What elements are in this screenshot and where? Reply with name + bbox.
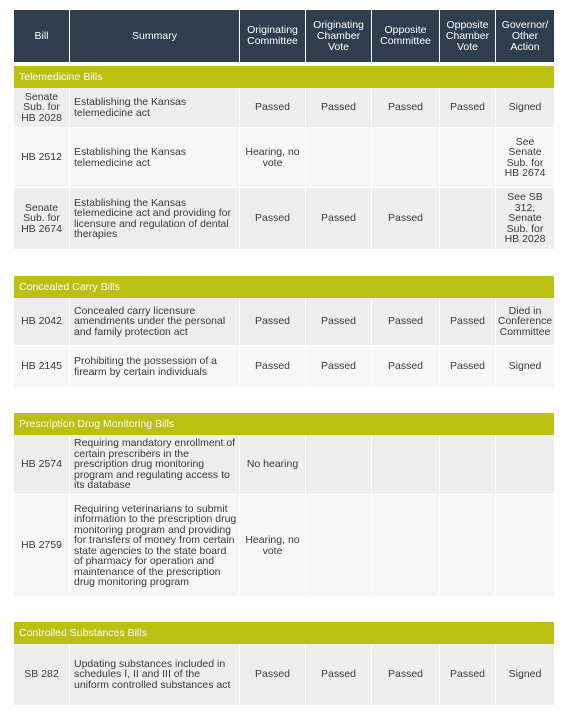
header-row [14,10,554,62]
table-row [14,188,554,250]
action-cell [496,495,554,596]
action-cell: Died in Conference Committee [497,304,553,338]
summary-cell: Prohibiting the possession of a firearm by certain individuals [70,346,240,387]
section-title: Telemedicine Bills [14,66,554,88]
orig-committee-cell: Hearing, no vote [240,128,306,187]
orig-committee-cell: Passed [240,88,306,127]
summary-cell: Establishing the Kansas telemedicine act [70,128,240,187]
opp-committee-cell [372,128,440,187]
orig-committee-cell: Passed [240,188,306,249]
opp-vote-cell: Passed [440,644,496,705]
summary-cell: Requiring veterinarians to submit information to the prescription drug monitoring program and providing for transfers of money from certain state agencies to the state board of pharmacy for operation and maintenance of the prescription drug monitoring program [70,495,240,596]
opp-committee-cell: Passed [372,644,440,705]
section-concealed-carry [14,276,554,388]
bill-cell: HB 2759 [14,495,70,596]
opp-committee-cell: Passed [372,298,440,345]
bill-cell: HB 2042 [14,298,70,345]
action-cell: Signed [508,360,542,373]
orig-vote-cell [306,435,372,494]
header-governor-other-action: Governor/ Other Action [501,18,549,53]
orig-vote-cell: Passed [306,88,372,127]
action-cell: See SB 312, Senate Sub. for HB 2028 [504,191,546,246]
bill-cell: HB 2512 [14,128,70,187]
opp-vote-cell: Passed [440,88,496,127]
opp-committee-cell [372,495,440,596]
section-title: Controlled Substances Bills [14,622,554,644]
header-originating-committee: Originating Committee [240,10,306,62]
opp-vote-cell [440,495,496,596]
header-opposite-committee: Opposite Committee [372,10,440,62]
section-controlled-substances [14,622,554,706]
orig-vote-cell: Passed [306,346,372,387]
table-row [14,495,554,597]
bill-cell: Senate Sub. for HB 2028 [14,88,70,127]
bill-cell: SB 282 [14,644,70,705]
table-row [14,644,554,706]
orig-committee-cell: Passed [240,298,306,345]
orig-vote-cell [306,495,372,596]
opp-committee-cell: Passed [372,88,440,127]
header-bill: Bill [14,10,70,62]
bill-cell: Senate Sub. for HB 2674 [14,188,70,249]
action-cell: Signed [508,668,542,681]
orig-committee-cell: Hearing, no vote [240,495,306,596]
orig-vote-cell [306,128,372,187]
opp-committee-cell [372,435,440,494]
table-row [14,88,554,128]
action-cell [496,435,554,494]
header-opposite-chamber-vote: Opposite Chamber Vote [440,10,496,62]
orig-committee-cell: No hearing [240,435,306,494]
summary-cell: Establishing the Kansas telemedicine act and providing for licensure and regulation of dental therapies [70,188,240,249]
opp-committee-cell: Passed [372,188,440,249]
table-row [14,435,554,495]
orig-vote-cell: Passed [306,188,372,249]
bill-cell: HB 2145 [14,346,70,387]
opp-vote-cell: Passed [440,298,496,345]
opp-vote-cell [440,128,496,187]
section-prescription-drug-monitoring [14,413,554,597]
orig-committee-cell: Passed [240,346,306,387]
opp-committee-cell: Passed [372,346,440,387]
summary-cell: Requiring mandatory enrollment of certain prescribers in the prescription drug monitoring program and regulating access to its database [70,435,240,494]
header-originating-chamber-vote: Originating Chamber Vote [306,10,372,62]
action-cell: See Senate Sub. for HB 2674 [504,135,546,179]
bill-cell: HB 2574 [14,435,70,494]
summary-cell: Updating substances included in schedules I, II and III of the uniform controlled substances act [70,644,240,705]
table-row [14,298,554,346]
header-summary: Summary [70,10,240,62]
table-row [14,346,554,388]
opp-vote-cell [440,188,496,249]
orig-vote-cell: Passed [306,644,372,705]
table-header [14,10,554,62]
orig-vote-cell: Passed [306,298,372,345]
summary-cell: Establishing the Kansas telemedicine act [70,88,240,127]
section-title: Concealed Carry Bills [14,276,554,298]
action-cell: Signed [508,101,542,114]
opp-vote-cell [440,435,496,494]
table-row [14,128,554,188]
orig-committee-cell: Passed [240,644,306,705]
opp-vote-cell: Passed [440,346,496,387]
section-telemedicine [14,66,554,250]
section-title: Prescription Drug Monitoring Bills [14,413,554,435]
summary-cell: Concealed carry licensure amendments under the personal and family protection act [70,298,240,345]
